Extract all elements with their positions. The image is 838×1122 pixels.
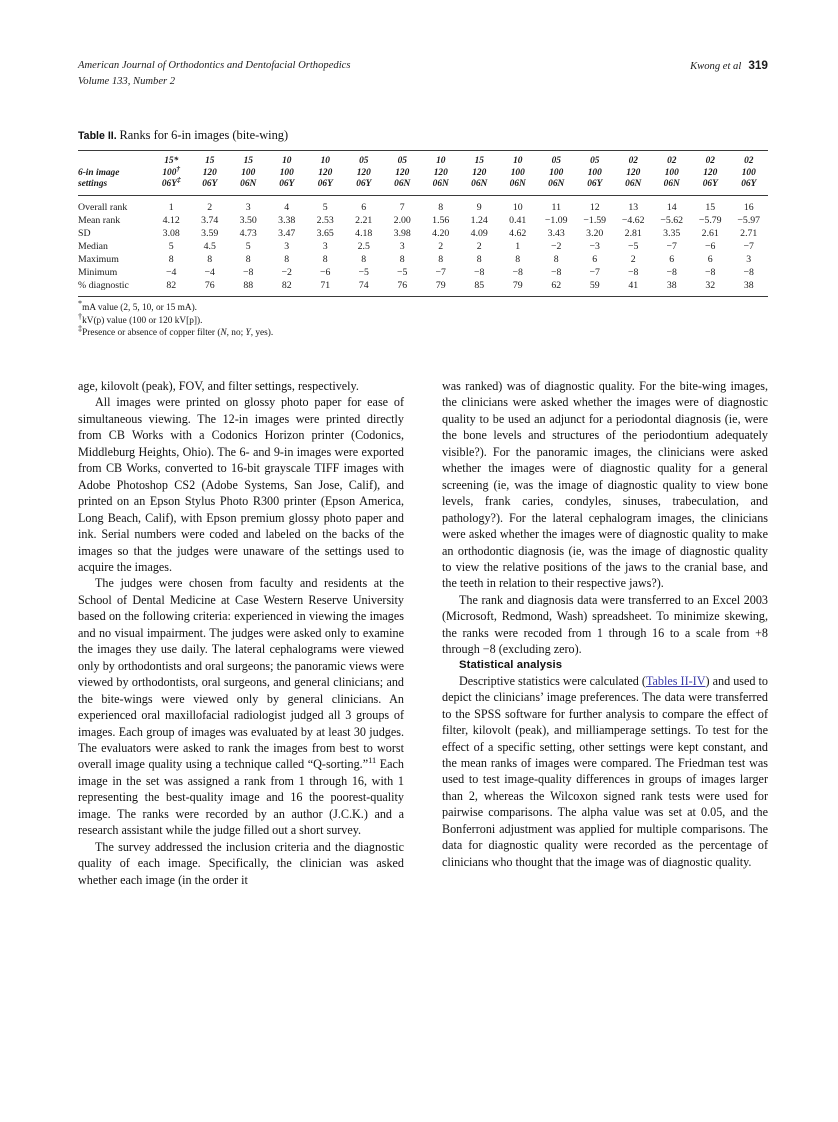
row-label: Maximum xyxy=(78,254,119,266)
table-cell: 13 xyxy=(628,201,639,213)
paragraph-r3-pre: Descriptive statistics were calculated ( xyxy=(459,673,646,688)
left-column xyxy=(78,378,404,888)
footnote-1 xyxy=(78,299,768,314)
table-row xyxy=(78,266,768,279)
table-cell: 8 xyxy=(438,254,444,266)
table-cell: 10 xyxy=(512,201,523,213)
column-header-cell: 15 xyxy=(243,156,253,166)
table-cell: −1.59 xyxy=(583,214,607,226)
table-cell: 2 xyxy=(207,201,213,213)
table-cell: 8 xyxy=(515,254,521,266)
row-label: Mean rank xyxy=(78,214,121,226)
table-cell: −1.09 xyxy=(544,214,568,226)
table-cell: 8 xyxy=(245,254,251,266)
column-header-cell: 06N xyxy=(471,179,488,190)
table-cell: 82 xyxy=(281,280,292,292)
table-cell: 38 xyxy=(666,280,677,292)
page-number: 319 xyxy=(748,58,768,72)
table-block xyxy=(78,128,768,340)
table-cell: 3.20 xyxy=(586,227,604,239)
table-cell: 7 xyxy=(399,201,405,213)
row-label: Minimum xyxy=(78,267,118,279)
column-header-cell: 100 xyxy=(587,167,602,178)
table-header-row xyxy=(78,179,768,191)
column-header-cell: 120 xyxy=(433,167,448,178)
row-label: Overall rank xyxy=(78,201,128,213)
table-cell: −5.62 xyxy=(660,214,684,226)
table-caption xyxy=(78,128,768,144)
table-cell: −3 xyxy=(589,241,600,253)
column-header-cell: 06Y xyxy=(702,179,718,190)
table-cell: 15 xyxy=(705,201,716,213)
table-cell: 3.50 xyxy=(239,214,257,226)
column-header-cell: 100 xyxy=(241,167,256,178)
table-cell: 6 xyxy=(361,201,367,213)
column-header-cell: 02 xyxy=(667,156,677,166)
table-cell: 6 xyxy=(592,254,598,266)
table-cell: 4.73 xyxy=(239,227,257,239)
table-cell: 4 xyxy=(284,201,290,213)
column-header-cell: 10 xyxy=(320,156,330,166)
column-header-cell: 05 xyxy=(590,156,600,166)
column-header-cell: 05 xyxy=(359,156,369,166)
table-cell: −5 xyxy=(397,267,408,279)
footnote-3-italic-n: N xyxy=(220,328,227,339)
table-cell: −7 xyxy=(666,241,677,253)
table-cell: 3.08 xyxy=(162,227,180,239)
table-cell: 8 xyxy=(553,254,559,266)
table-cell: 8 xyxy=(207,254,213,266)
table-cell: 16 xyxy=(743,201,754,213)
column-header-cell: 120 xyxy=(626,167,641,178)
table-cell: −6 xyxy=(705,241,716,253)
column-header-footnote-marker: ‡ xyxy=(176,175,181,185)
table-cell: 2.53 xyxy=(316,214,334,226)
paragraph-r1: was ranked) was of diagnostic quality. For the bite-wing images, the clinicians were asked whether the images were of diagnostic quality to be used an adjunct for a periodontal diagnosis (ie, were the bone levels and structures of the periodontium adequately visible?). For the panoramic images, the clinicians were asked whether the images were of diagnostic quality for a general screening (ie, was the image of diagnostic quality to view bone levels, frank caries, condyles, sinuses, trabeculation, and pathology?). For the lateral cephalogram images, the clinicians were asked whether the images were of diagnostic quality to make an orthodontic diagnosis (ie, was the image of diagnostic quality to view the relative positions of the jaws to the cranial base, and the teeth in relation to their respective jaws?). xyxy=(442,379,768,591)
table-cell: −4 xyxy=(166,267,177,279)
table-cell: 5 xyxy=(168,241,174,253)
footnote-text-1: mA value (2, 5, 10, or 15 mA). xyxy=(82,303,197,314)
table-cell: −5 xyxy=(358,267,369,279)
paragraph-r3 xyxy=(442,673,768,870)
table-cell: −7 xyxy=(435,267,446,279)
column-header-cell: 10 xyxy=(282,156,292,166)
table-cell: 3 xyxy=(399,241,405,253)
table-cell: 14 xyxy=(666,201,677,213)
table-cell: 8 xyxy=(476,254,482,266)
column-header-cell: 06Y xyxy=(202,179,218,190)
table-cell: −5.97 xyxy=(737,214,761,226)
table-cell: 11 xyxy=(551,201,561,213)
row-label: % diagnostic xyxy=(78,280,129,292)
table-cell: 88 xyxy=(243,280,254,292)
table-caption-text: Ranks for 6-in images (bite-wing) xyxy=(119,128,289,142)
table-cell: 82 xyxy=(166,280,177,292)
row-label: SD xyxy=(78,227,91,239)
table-cell: 2.00 xyxy=(393,214,411,226)
table-cell: 41 xyxy=(628,280,639,292)
table-cell: 62 xyxy=(551,280,562,292)
table-cell: 5 xyxy=(322,201,328,213)
table-cell: 3.47 xyxy=(278,227,296,239)
table-cell: 76 xyxy=(397,280,408,292)
column-header-cell: 06Y xyxy=(279,179,295,190)
table-cell: −8 xyxy=(628,267,639,279)
table-cell: 6 xyxy=(669,254,675,266)
column-header-cell: 02 xyxy=(628,156,638,166)
column-header-cell: 06N xyxy=(548,179,565,190)
column-header-cell: 100 xyxy=(279,167,294,178)
table-footnotes xyxy=(78,299,768,339)
table-row xyxy=(78,240,768,253)
footnote-marker-2: † xyxy=(78,311,83,321)
table-cell: 2.81 xyxy=(624,227,642,239)
footnote-3-italic-y: Y xyxy=(245,328,251,339)
table-cell: 3 xyxy=(322,241,328,253)
citation-ref-11: 11 xyxy=(368,756,377,766)
table-cell: 85 xyxy=(474,280,485,292)
table-cell: −8 xyxy=(705,267,716,279)
footnote-3 xyxy=(78,324,768,339)
column-header-cell: 15 xyxy=(205,156,215,166)
table-cell: 0.41 xyxy=(509,214,527,226)
table-cell: 3.74 xyxy=(201,214,219,226)
table-cell: 1.56 xyxy=(432,214,450,226)
table-row xyxy=(78,253,768,266)
paragraph-r3-post: ) and used to depict the clinicians’ image preferences. The data were transferred to the SPSS software for further analysis to compare the effect of filter, kilovolt (peak), and milliamperage settings. To test for the effect of a specific setting, other settings were kept constant, and the mean ranks of images were compared. The Friedman test was used to test image-quality differences in groups of images larger than 2, whereas the Wilcoxon signed rank tests were used for pairwise comparisons. The alpha value was set at 0.05, and the Bonferroni adjustment was applied for multiple comparisons. The data for diagnostic quality were recorded as the percentage of clinicians who thought that the image was of diagnostic quality. xyxy=(442,673,768,869)
table-row xyxy=(78,214,768,227)
table-row xyxy=(78,279,768,292)
table-cell: 8 xyxy=(361,254,367,266)
table-cell: −8 xyxy=(743,267,754,279)
table-cell: 8 xyxy=(322,254,328,266)
table-cell: 1.24 xyxy=(470,214,488,226)
table-cell: 3.59 xyxy=(201,227,219,239)
column-header-cell: 10 xyxy=(513,156,523,166)
table-cell: 8 xyxy=(399,254,405,266)
table-cell: 2 xyxy=(630,254,636,266)
table-cell: 59 xyxy=(589,280,600,292)
column-header-footnote-marker: † xyxy=(176,163,181,173)
column-header-cell: 06N xyxy=(625,179,642,190)
table-cell: 8 xyxy=(284,254,290,266)
table-header-row xyxy=(78,168,768,180)
table-cell: −4 xyxy=(204,267,215,279)
running-head-journal xyxy=(78,58,350,89)
column-header-cell: 02 xyxy=(705,156,715,166)
table-stub-header xyxy=(78,156,152,168)
paragraph-l2: All images were printed on glossy photo paper for ease of simultaneous viewing. The 12-in images were printed directly from CB Works with a Codonics Horizon printer (Codonics, Middleburg Heights, Ohio). The 6- and 9-in images were exported from CB Works, converted to 16-bit grayscale TIFF images with Adobe Photoshop CS2 (Adobe Systems, San Jose, Calif), and printed on an Epson Stylus Photo R300 printer (Epson America, Long Beach, Calif), with Epson premium glossy photo paper and ink. Serial numbers were coded and labeled on the backs of the images so that the judges were unaware of the settings used to acquire the images. xyxy=(78,395,404,574)
table-cell: 1 xyxy=(168,201,174,213)
table-cell: 8 xyxy=(168,254,174,266)
table-cell: 3.38 xyxy=(278,214,296,226)
column-header-cell: 02 xyxy=(744,156,754,166)
table-row xyxy=(78,201,768,214)
table-cell: 4.62 xyxy=(509,227,527,239)
table-cell: 79 xyxy=(435,280,446,292)
table-stub-header: settings xyxy=(78,179,108,190)
table-cell: 5 xyxy=(245,241,251,253)
paragraph-l4: The survey addressed the inclusion criteria and the diagnostic quality of each image. Specifically, the clinician was asked whether each image (in the order it xyxy=(78,839,404,887)
table-row xyxy=(78,227,768,240)
footnote-marker-3: ‡ xyxy=(78,324,83,334)
column-header-cell: 100 xyxy=(741,167,756,178)
table-label: Table II. xyxy=(78,130,117,142)
table-cell: 3.65 xyxy=(316,227,334,239)
table-cell: 2.71 xyxy=(740,227,758,239)
table-cell: −2 xyxy=(551,241,562,253)
column-header-cell: 06N xyxy=(240,179,257,190)
paragraph-l3-part1: The judges were chosen from faculty and residents at the School of Dental Medicine at Case Western Reserve University based on the following criteria: experienced in viewing the images and no visual impairment. The judges were asked only to examine the images they use daily. The lateral cephalograms were viewed only by orthodontists and oral surgeons; the panoramic views were viewed by orthodontists, oral surgeons, and general clinicians; and the bite-wings were viewed only by general clinicians. An experienced oral maxillofacial radiologist judged all 3 groups of images. Each group of images was evaluated by at least 30 judges. The evaluators were asked to rank the images from best to worst overall image quality using a technique called “Q-sorting.” xyxy=(78,576,404,772)
footnote-text-3-pre: Presence or absence of copper filter ( xyxy=(82,328,221,339)
table-cell: 9 xyxy=(476,201,482,213)
column-header-cell: 06Y xyxy=(317,179,333,190)
table-cell: 79 xyxy=(512,280,523,292)
table-rule xyxy=(78,297,768,298)
table-cell: 4.09 xyxy=(470,227,488,239)
table-stub-header: 6-in image xyxy=(78,167,120,178)
table-cell: 6 xyxy=(707,254,713,266)
column-header-cell: 06N xyxy=(663,179,680,190)
table-cell: 12 xyxy=(589,201,600,213)
cross-reference-tables-link[interactable]: Tables II-IV xyxy=(645,673,706,688)
table-cell: 4.5 xyxy=(203,241,216,253)
table-cell: 4.18 xyxy=(355,227,373,239)
column-header-cell: 06Y xyxy=(356,179,372,190)
table-cell: 1 xyxy=(515,241,521,253)
table-cell: −5.79 xyxy=(698,214,722,226)
table-cell: 4.20 xyxy=(432,227,450,239)
column-header-cell: 120 xyxy=(356,167,371,178)
column-header-cell: 15 xyxy=(474,156,484,166)
column-header-cell: 06Y‡ xyxy=(161,175,181,190)
table-cell: −7 xyxy=(589,267,600,279)
column-header-cell: 120 xyxy=(318,167,333,178)
running-head xyxy=(78,58,768,90)
ranks-table xyxy=(78,150,768,297)
column-header-cell: 05 xyxy=(397,156,407,166)
table-cell: 8 xyxy=(438,201,444,213)
footnote-text-2: kV(p) value (100 or 120 kV[p]). xyxy=(82,315,203,326)
table-cell: 3 xyxy=(284,241,290,253)
table-cell: 38 xyxy=(743,280,754,292)
table-cell: 3.43 xyxy=(547,227,565,239)
table-header-row xyxy=(78,156,768,168)
column-header-cell: 120 xyxy=(395,167,410,178)
column-header-cell: 10 xyxy=(436,156,446,166)
body-columns xyxy=(78,378,768,1068)
column-header-cell: 05 xyxy=(551,156,561,166)
column-header-cell: 06N xyxy=(509,179,526,190)
footnote-marker-1: * xyxy=(78,299,83,309)
row-label: Median xyxy=(78,241,108,253)
paragraph-l1: age, kilovolt (peak), FOV, and filter settings, respectively. xyxy=(78,379,359,393)
journal-title: American Journal of Orthodontics and Dentofacial Orthopedics xyxy=(78,60,351,71)
paragraph-r2: The rank and diagnosis data were transferred to an Excel 2003 (Microsoft, Redmond, Wash) spreadsheet. To minimize skewing, the ranks were recoded from 1 through 16 to a scale from +8 through −8 (excluding zero). xyxy=(442,592,768,657)
column-header-cell: 100 xyxy=(549,167,564,178)
table-cell: 2 xyxy=(438,241,444,253)
table-cell: −6 xyxy=(320,267,331,279)
table-cell: −8 xyxy=(243,267,254,279)
column-header-cell: 06Y xyxy=(587,179,603,190)
table-cell: 2 xyxy=(476,241,482,253)
table-cell: 2.5 xyxy=(357,241,370,253)
table-cell: −8 xyxy=(474,267,485,279)
table-cell: 32 xyxy=(705,280,716,292)
table-cell: −8 xyxy=(551,267,562,279)
footnote-3-mid: , no; xyxy=(226,328,246,339)
table-cell: 76 xyxy=(204,280,215,292)
table-cell: 4.12 xyxy=(162,214,180,226)
paragraph-l3 xyxy=(78,575,404,838)
table-cell: 3.98 xyxy=(393,227,411,239)
column-header-cell: 06Y xyxy=(741,179,757,190)
table-cell: 74 xyxy=(358,280,369,292)
column-header-cell: 120 xyxy=(703,167,718,178)
journal-volume: Volume 133, Number 2 xyxy=(78,75,176,87)
table-cell: −8 xyxy=(666,267,677,279)
column-header-cell: 100† xyxy=(162,163,181,178)
table-cell: 2.61 xyxy=(701,227,719,239)
column-header-cell: 06N xyxy=(432,179,449,190)
right-column xyxy=(442,378,768,870)
table-cell: −4.62 xyxy=(621,214,645,226)
column-header-cell: 06N xyxy=(394,179,411,190)
table-cell: 3 xyxy=(245,201,251,213)
footnote-2 xyxy=(78,311,768,327)
table-cell: −7 xyxy=(743,241,754,253)
table-cell: 3.35 xyxy=(663,227,681,239)
column-header-cell: 120 xyxy=(472,167,487,178)
column-header-cell: 100 xyxy=(510,167,525,178)
running-head-right xyxy=(690,58,768,75)
table-cell: −5 xyxy=(628,241,639,253)
section-heading-statistical-analysis: Statistical analysis xyxy=(459,658,563,671)
paragraph-l3-part2: Each image in the set was assigned a rank from 1 through 16, with 1 representing the best-quality image and 16 the poorest-quality image. The ranks were recorded by an author (J.C.K.) and a research assistant while the judge filled out a short survey. xyxy=(78,757,404,838)
running-head-authors: Kwong et al xyxy=(690,61,742,72)
table-cell: 3 xyxy=(746,254,752,266)
footnote-3-end: , yes). xyxy=(250,328,274,339)
table-cell: −8 xyxy=(512,267,523,279)
column-header-cell: 15* xyxy=(164,156,179,166)
table-cell: −2 xyxy=(281,267,292,279)
column-header-cell: 100 xyxy=(664,167,679,178)
column-header-cell: 120 xyxy=(202,167,217,178)
table-cell: 71 xyxy=(320,280,331,292)
table-cell: 2.21 xyxy=(355,214,373,226)
